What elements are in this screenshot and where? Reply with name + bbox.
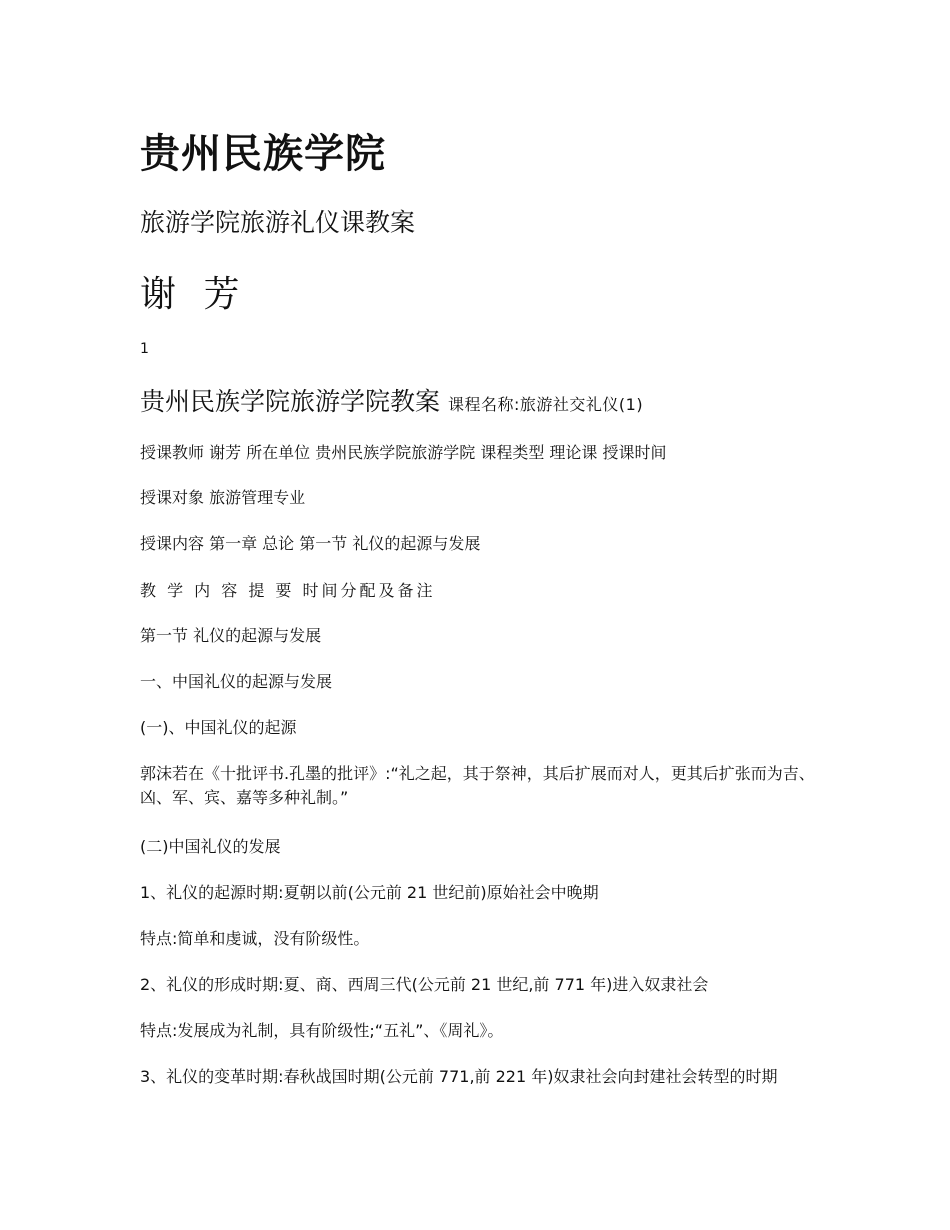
- info-teacher-line: 授课教师 谢芳 所在单位 贵州民族学院旅游学院 课程类型 理论课 授课时间: [140, 443, 667, 462]
- subsection-heading: 一、中国礼仪的起源与发展: [140, 672, 333, 691]
- course-name: 课程名称:旅游社交礼仪(1): [448, 395, 644, 414]
- heading-main: 贵州民族学院旅游学院教案: [140, 387, 441, 416]
- feature-2-line: 特点:发展成为礼制，具有阶级性;“五礼”、《周礼》。: [140, 1021, 504, 1040]
- subsubsection-origin: (一)、中国礼仪的起源: [140, 718, 297, 737]
- period-2-line: 2、礼仪的形成时期:夏、商、西周三代(公元前 21 世纪,前 771 年)进入奴隶社会: [140, 975, 709, 994]
- document-subtitle: 旅游学院旅游礼仪课教案: [140, 208, 416, 237]
- info-audience-line: 授课对象 旅游管理专业: [140, 488, 306, 507]
- subsubsection-development: (二)中国礼仪的发展: [140, 837, 281, 856]
- table-header-line: 教 学 内 容 提 要 时间分配及备注: [140, 581, 436, 600]
- quote-paragraph: 郭沫若在《十批评书.孔墨的批评》:“礼之起，其于祭神，其后扩展而对人，更其后扩张而为吉、凶、军、宾、嘉等多种礼制。”: [140, 764, 815, 807]
- lesson-plan-heading: [140, 384, 643, 423]
- section-heading: 第一节 礼仪的起源与发展: [140, 626, 322, 645]
- feature-1-line: 特点:简单和虔诚，没有阶级性。: [140, 929, 370, 948]
- author-name: 谢 芳: [140, 274, 248, 315]
- period-3-paragraph: 3、礼仪的变革时期:春秋战国时期(公元前 771,前 221 年)奴隶社会向封建社会转型的时期: [140, 1067, 778, 1086]
- info-content-line: 授课内容 第一章 总论 第一节 礼仪的起源与发展: [140, 534, 481, 553]
- period-1-line: 1、礼仪的起源时期:夏朝以前(公元前 21 世纪前)原始社会中晚期: [140, 883, 599, 902]
- document-title: 贵州民族学院: [140, 131, 386, 177]
- page-number: 1: [140, 341, 149, 357]
